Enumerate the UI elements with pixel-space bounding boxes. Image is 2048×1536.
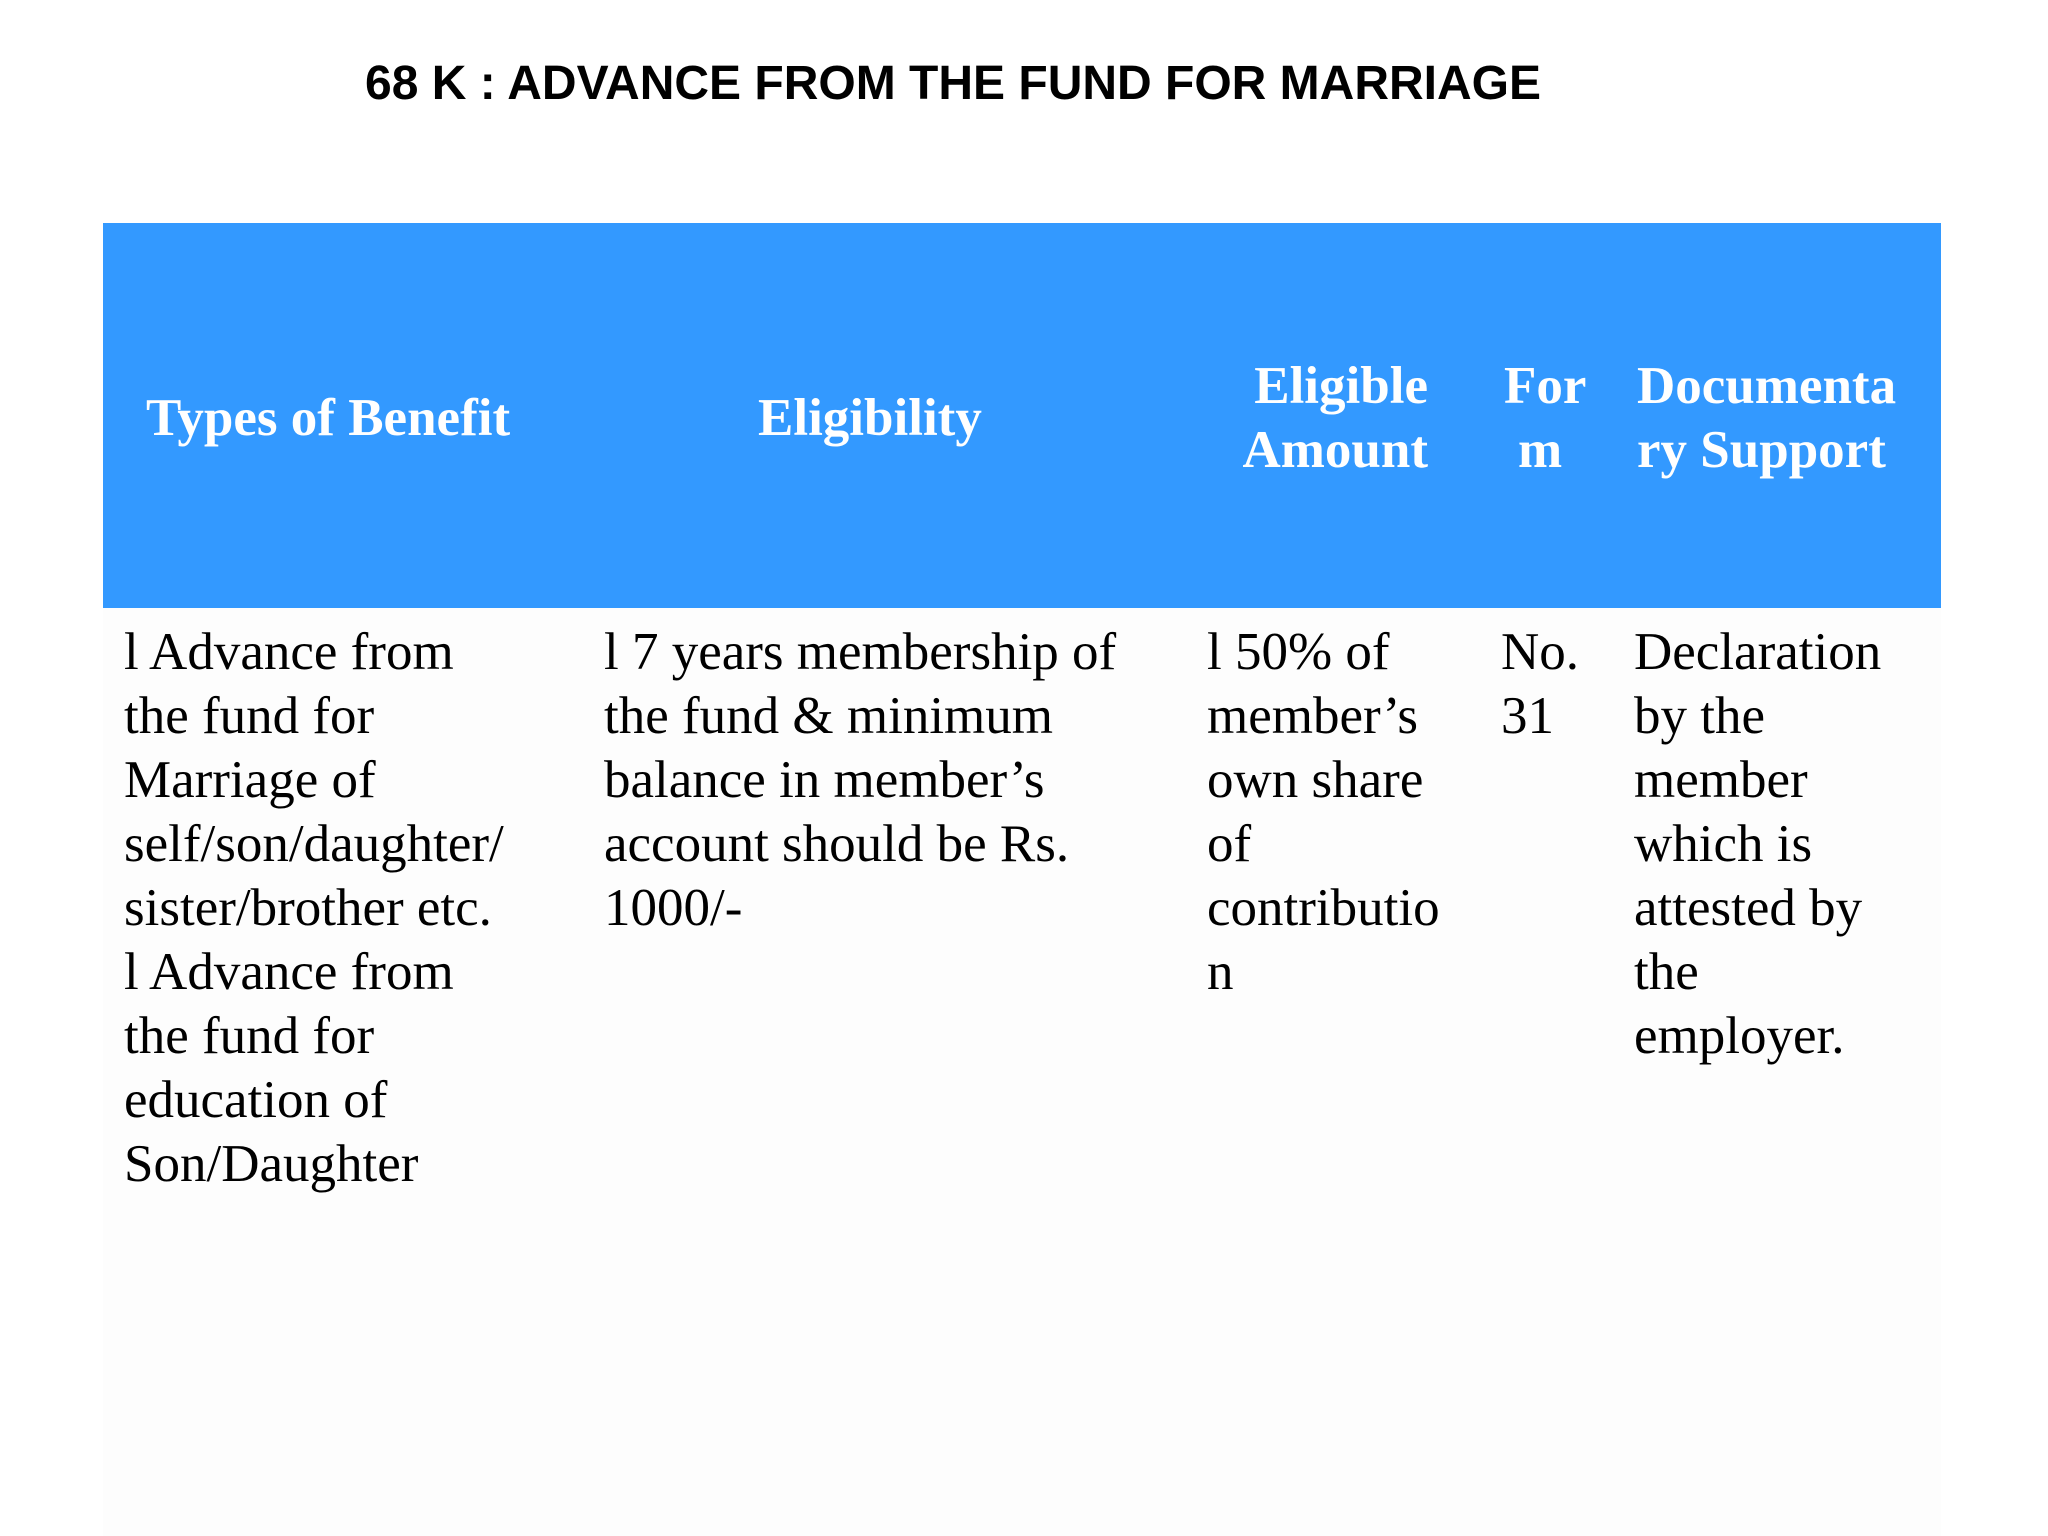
header-eligibility [758,386,982,450]
cell-text-line: No. [1501,623,1580,681]
cell-text-line: education of [124,1071,388,1129]
cell-text-line: the fund for [124,1007,375,1065]
cell-text-line: Declaration [1634,623,1882,681]
cell-eligible-amount [1207,620,1440,1004]
cell-text-line: employer. [1634,1007,1845,1065]
cell-text-line: member [1634,751,1808,809]
cell-types-of-benefit [124,620,504,1196]
header-text-line: Documenta [1637,357,1897,415]
cell-text-line: contributio [1207,879,1440,937]
header-eligible-amount [1230,354,1428,482]
cell-text-line: 1000/- [604,879,743,937]
cell-eligibility [604,620,1116,940]
page-title: 68 K : ADVANCE FROM THE FUND FOR MARRIAGE [365,57,1541,110]
cell-text-line: of [1207,815,1252,873]
header-text-line: ry Support [1637,421,1886,479]
cell-form [1501,620,1579,748]
cell-documentary-support [1634,620,1881,1068]
header-form [1504,354,1586,482]
header-text-line: For [1504,357,1587,415]
header-text-line: m [1518,421,1563,479]
cell-text-line: the fund & minimum [604,687,1053,745]
cell-text-line: the [1634,943,1699,1001]
header-text-line: Eligibility [758,389,982,447]
cell-text-line: Marriage of [124,751,376,809]
cell-text-line: balance in member’s [604,751,1045,809]
cell-text-line: l Advance from [124,623,454,681]
cell-text-line: l 50% of [1207,623,1390,681]
cell-text-line: by the [1634,687,1765,745]
header-types-of-benefit [146,386,510,450]
cell-text-line: n [1207,943,1234,1001]
cell-text-line: which is [1634,815,1813,873]
cell-text-line: the fund for [124,687,375,745]
cell-text-line: l Advance from [124,943,454,1001]
cell-text-line: member’s [1207,687,1418,745]
cell-text-line: sister/brother etc. [124,879,492,937]
cell-text-line: l 7 years membership of [604,623,1117,681]
cell-text-line: Son/Daughter [124,1135,419,1193]
header-documentary-support [1637,354,1896,482]
header-text-line: Types of Benefit [146,389,511,447]
cell-text-line: attested by [1634,879,1863,937]
cell-text-line: own share [1207,751,1424,809]
header-text-line: Amount [1242,421,1428,479]
header-text-line: Eligible [1254,357,1428,415]
cell-text-line: 31 [1501,687,1554,745]
cell-text-line: self/son/daughter/ [124,815,504,873]
cell-text-line: account should be Rs. [604,815,1070,873]
